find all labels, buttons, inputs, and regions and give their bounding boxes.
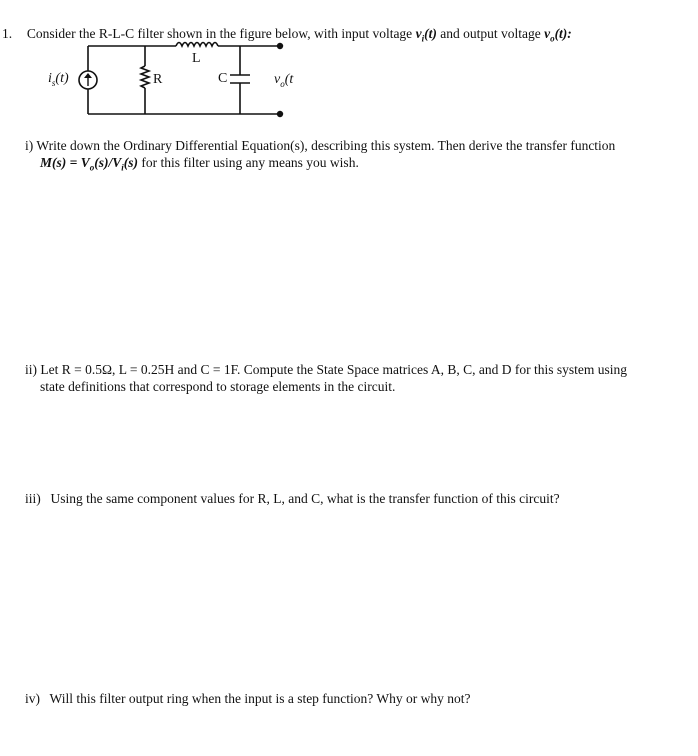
part-i-text: Write down the Ordinary Differential Equation(s), describing this system. Then derive the transfer function xyxy=(36,138,616,153)
transfer-function-formula: $M(s) = V_o(s)/V_i(s)$ xyxy=(40,155,138,173)
part-iii-text: Using the same component values for R, L, and C, what is the transfer function of this circuit? xyxy=(50,491,560,506)
resistor-label: R xyxy=(153,72,163,87)
part-ii-text: Let R = 0.5Ω, L = 0.25H and C = 1F. Compute the State Space matrices A, B, C, and D for this system using xyxy=(40,362,627,377)
capacitor-label: C xyxy=(218,71,228,86)
source-label: $i_s(t)$ xyxy=(48,71,69,88)
part-iv-label: iv) xyxy=(25,691,40,706)
part-ii-line2: state definitions that correspond to storage elements in the circuit. xyxy=(40,379,396,394)
question-mid-text: and output voltage xyxy=(436,26,545,41)
part-iv-text: Will this filter output ring when the input is a step function? Why or why not? xyxy=(49,691,471,706)
part-i-line1 xyxy=(25,137,615,154)
output-terminal-bottom xyxy=(277,111,283,117)
output-terminal-top xyxy=(277,43,283,49)
part-iii-line1 xyxy=(25,490,560,507)
part-ii-line1 xyxy=(25,361,627,378)
inductor-symbol xyxy=(176,43,218,47)
part-i-rest: for this filter using any means you wish. xyxy=(137,155,359,170)
part-i-label: i) xyxy=(25,138,34,153)
part-iii-label: iii) xyxy=(25,491,41,506)
part-iv-line1 xyxy=(25,690,471,707)
output-voltage-label: $v_o(t$ xyxy=(274,72,294,89)
resistor-symbol xyxy=(141,66,149,88)
question-number: 1. xyxy=(2,26,13,41)
question-intro-text: Consider the R-L-C filter shown in the figure below, with input voltage xyxy=(26,26,416,41)
output-voltage-symbol: $v_o(t)$: xyxy=(544,26,572,44)
input-voltage-symbol: $v_i(t)$ xyxy=(415,26,437,44)
part-ii-label: ii) xyxy=(25,362,37,377)
part-i-line2 xyxy=(40,154,359,177)
inductor-label: L xyxy=(192,51,201,66)
